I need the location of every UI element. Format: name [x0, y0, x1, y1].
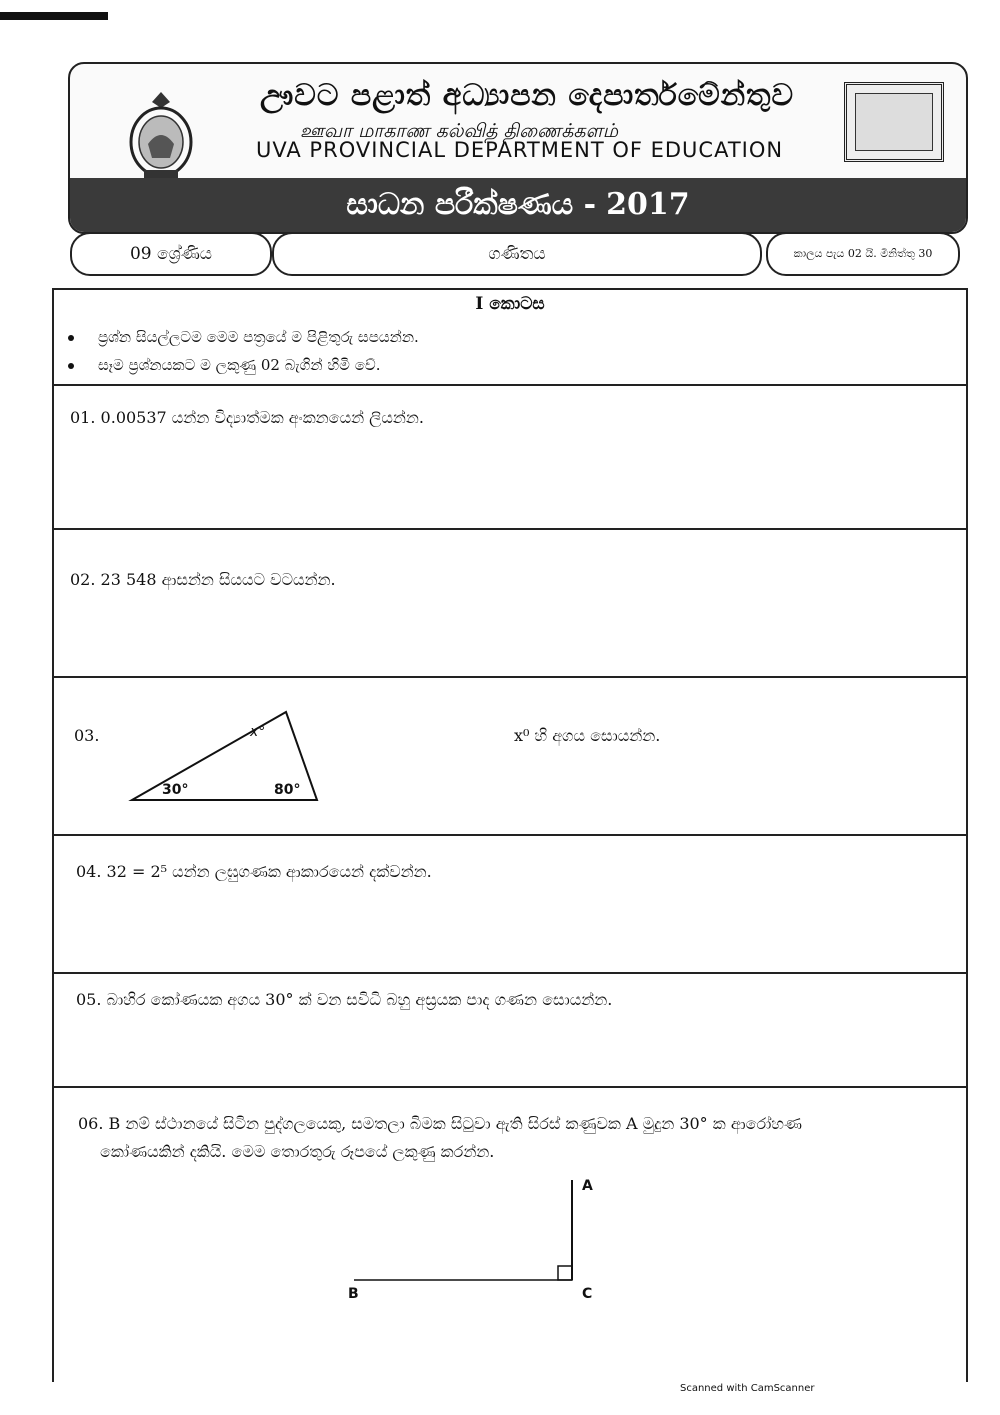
dept-name-english: UVA PROVINCIAL DEPARTMENT OF EDUCATION — [256, 138, 784, 162]
subject-box: ගණිතය — [272, 232, 762, 276]
divider — [54, 834, 966, 836]
instruction-item: ප්‍රශ්න සියල්ලටම මෙම පත්‍රයේ ම පිළිතුරු සපයන්න. — [68, 328, 419, 346]
question-paper — [52, 288, 968, 1382]
divider — [54, 384, 966, 386]
grade-box: 09 ශ්‍රේණිය — [70, 232, 272, 276]
emblem-icon — [124, 88, 198, 182]
divider — [54, 972, 966, 974]
question-6-line2: කෝණයකින් දකියි. මෙම තොරතුරු රූපයේ ලකුණු කරන්න. — [100, 1142, 495, 1161]
question-6: 06. B නම් ස්ථානයේ සිටින පුද්ගලයෙකු, සමතලා බිමක සිටුවා ඇති සිරස් කණුවක A මුදුන 30° ක ආරෝහණ — [78, 1114, 802, 1133]
bullet-icon — [68, 335, 74, 341]
stamp-logo-icon — [844, 82, 944, 162]
dept-name-sinhala: ඌවට පළාත් අධ්‍යාපන දෙපාර්තමේන්තුව — [260, 78, 795, 113]
triangle-diagram — [124, 690, 324, 810]
bullet-icon — [68, 363, 74, 369]
section-title: I කොටස — [475, 294, 545, 314]
scan-corner-mark — [0, 12, 108, 20]
right-angle-mark — [558, 1266, 572, 1280]
angle-label-top: x° — [250, 724, 266, 740]
question-3-number: 03. — [74, 726, 100, 745]
exam-header — [68, 62, 968, 234]
scanner-watermark: Scanned with CamScanner — [680, 1383, 815, 1394]
instruction-item: සෑම ප්‍රශ්නයකට ම ලකුණු 02 බැගින් හිමි වේ. — [68, 356, 380, 374]
question-4: 04. 32 = 2⁵ යන්න ලඝුගණක ආකාරයෙන් දක්වන්න. — [76, 862, 432, 881]
divider — [54, 528, 966, 530]
exam-title-band — [70, 178, 966, 232]
point-label-b: B — [348, 1286, 359, 1302]
dept-name-tamil: ஊவா மாகாண கல்வித் திணைக்களம் — [300, 120, 618, 142]
question-1: 01. 0.00537 යන්න විද්‍යාත්මක අංකනයෙන් ලියන්න. — [70, 408, 424, 427]
point-label-c: C — [582, 1286, 593, 1302]
divider — [54, 676, 966, 678]
exam-year: 2017 — [606, 187, 690, 222]
point-label-a: A — [582, 1178, 593, 1194]
question-2: 02. 23 548 ආසන්න සියයට වටයන්න. — [70, 570, 336, 589]
angle-label-left: 30° — [162, 782, 189, 798]
divider — [54, 1086, 966, 1088]
pole-diagram — [334, 1172, 614, 1302]
question-5: 05. බාහිර කෝණයක අගය 30° ක් වන සවිධි බහු අස්‍රයක පාද ගණන සොයන්න. — [76, 990, 613, 1009]
angle-label-right: 80° — [274, 782, 301, 798]
time-box: කාලය පැය 02 යි. මිනිත්තු 30 — [766, 232, 960, 276]
exam-title: සාධන පරීක්ෂණය - — [346, 187, 597, 222]
question-3-text: x⁰ හි අගය සොයන්න. — [514, 726, 661, 745]
